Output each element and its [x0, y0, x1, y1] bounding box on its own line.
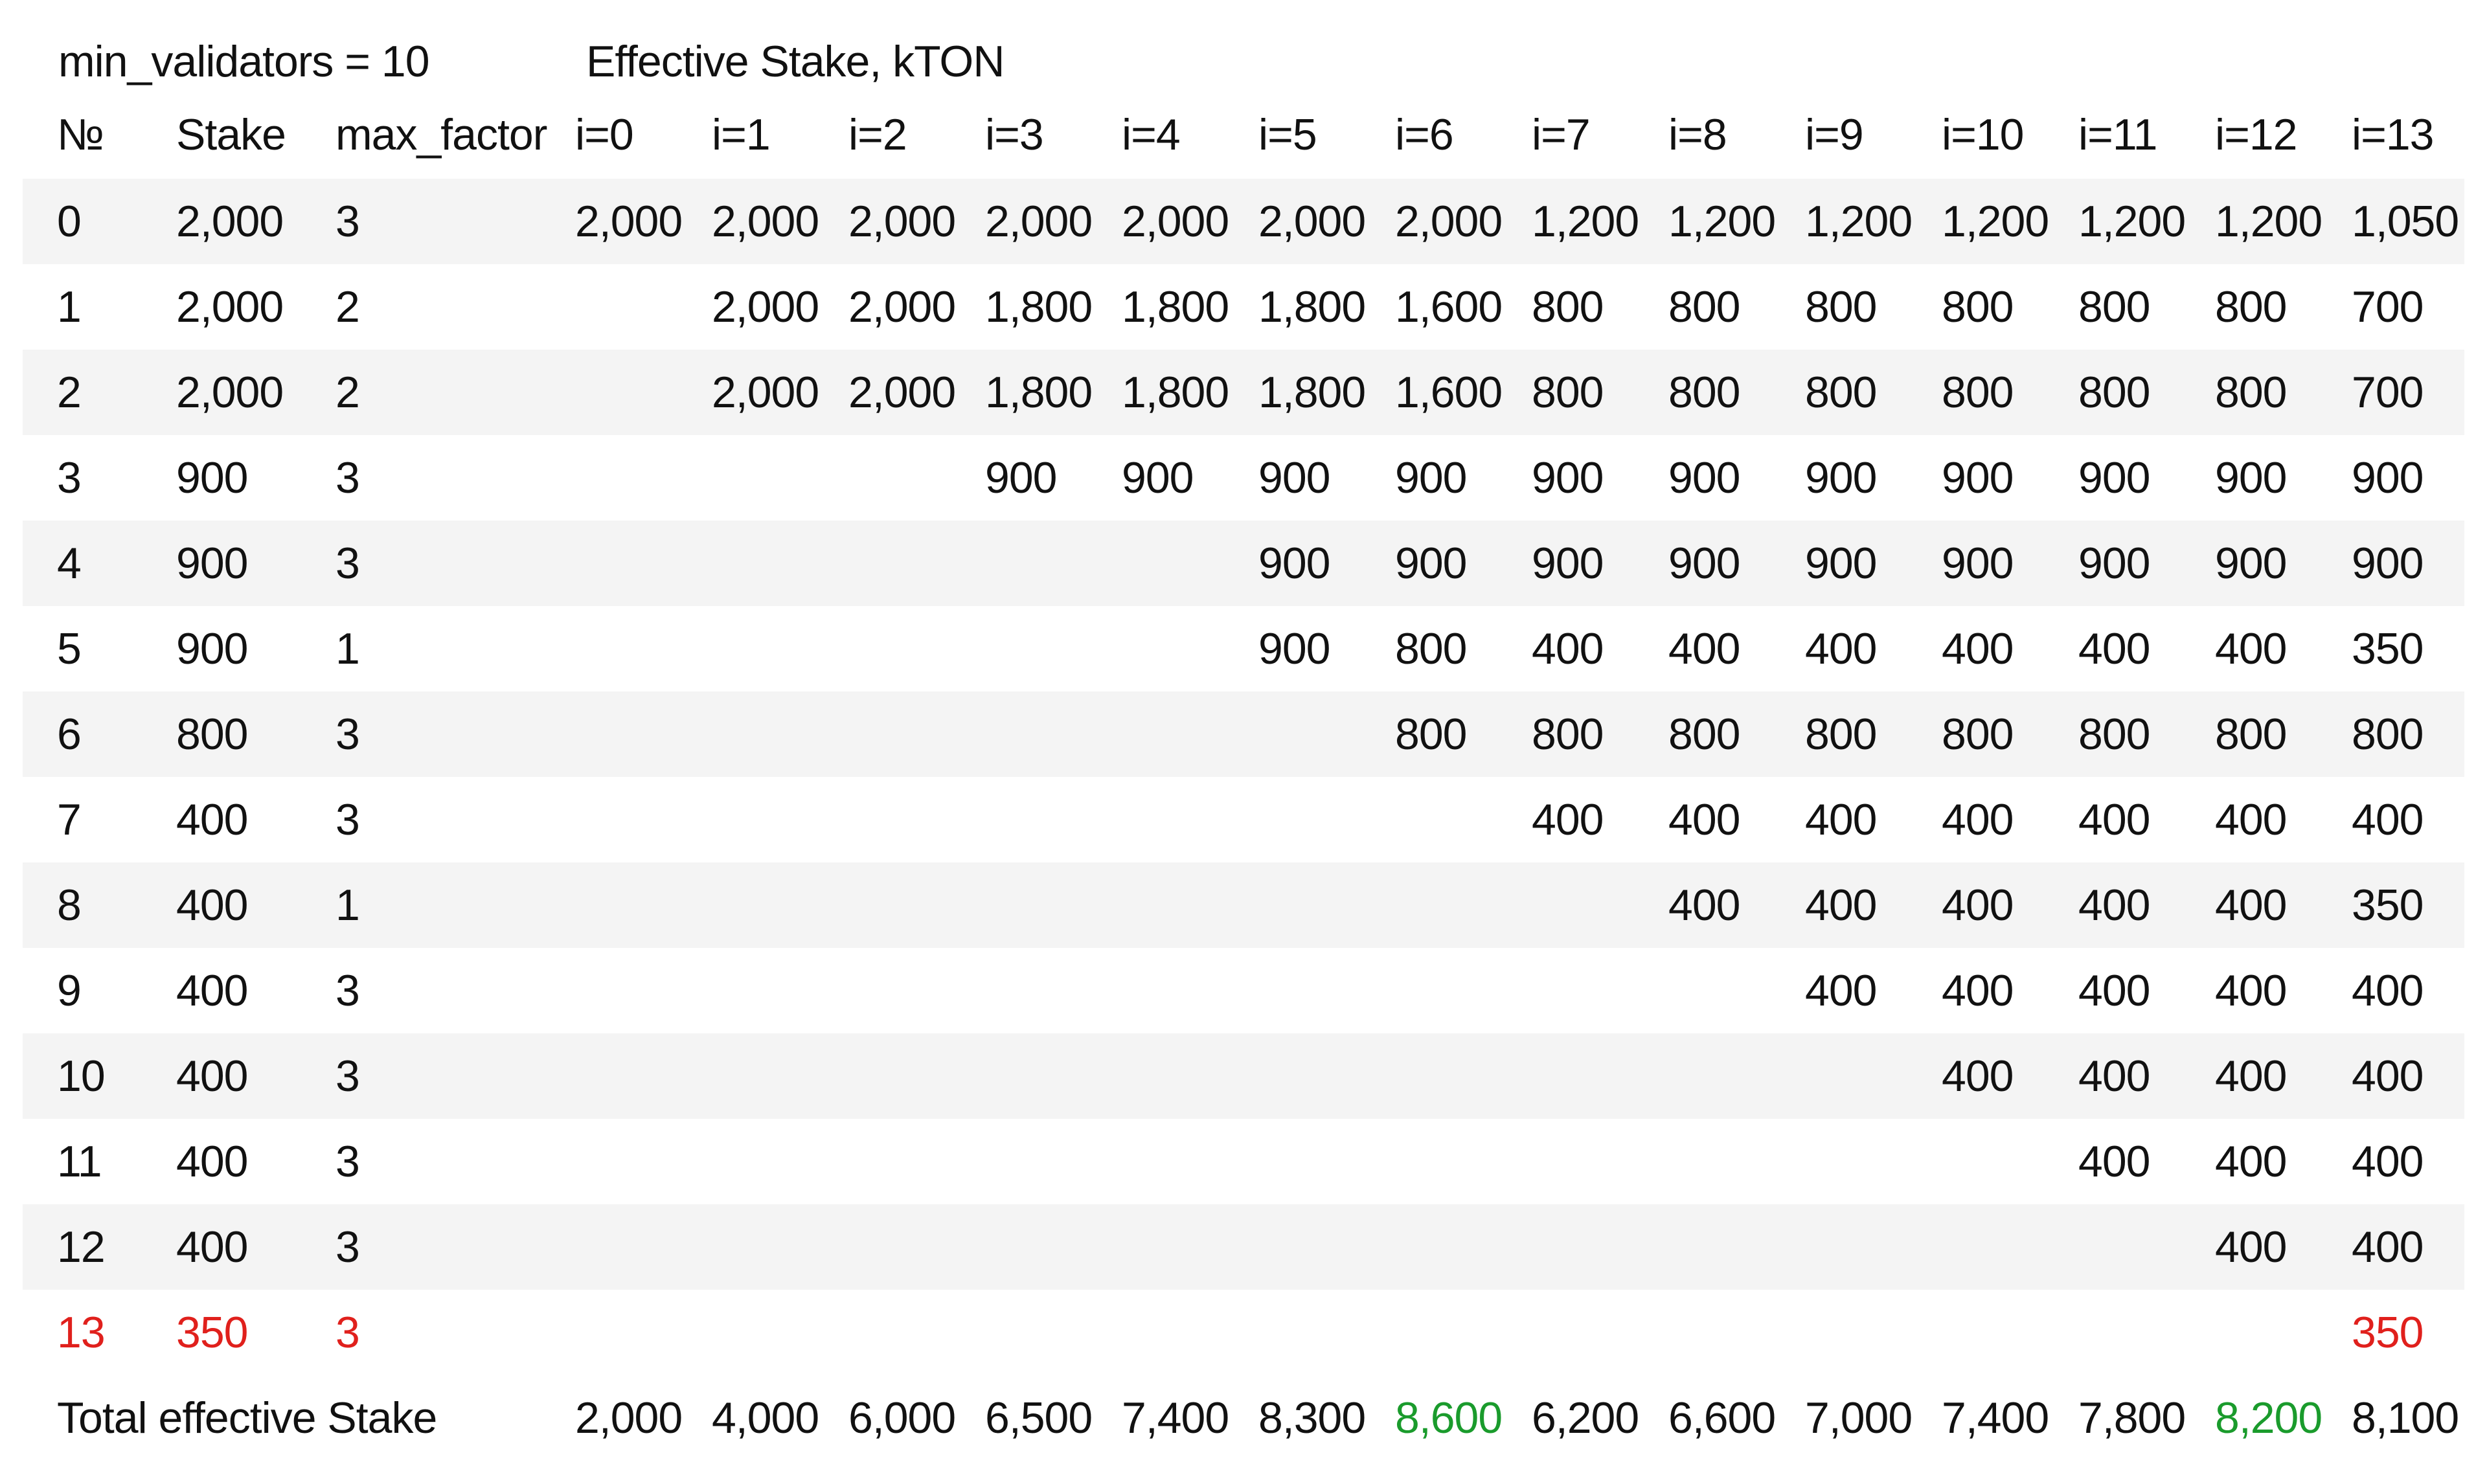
effective-stake-cell: 1,800 [985, 282, 1093, 332]
table-row [23, 521, 2464, 606]
row-stake: 400 [176, 966, 248, 1015]
effective-stake-cell: 400 [2078, 1051, 2150, 1101]
effective-stake-cell: 1,800 [985, 368, 1093, 417]
effective-stake-cell: 700 [2352, 282, 2424, 332]
header-iteration-7: i=7 [1532, 110, 1590, 159]
effective-stake-cell: 900 [2078, 539, 2150, 588]
row-max-factor: 3 [335, 197, 359, 246]
row-number: 12 [57, 1222, 105, 1272]
header-iteration-2: i=2 [848, 110, 907, 159]
effective-stake-cell: 900 [1942, 539, 2014, 588]
total-effective-stake-cell: 6,200 [1532, 1393, 1639, 1443]
row-stake: 400 [176, 1137, 248, 1186]
row-max-factor: 3 [335, 966, 359, 1015]
total-effective-stake-cell: 7,400 [1942, 1393, 2049, 1443]
effective-stake-cell: 900 [1942, 453, 2014, 502]
header-stake: Stake [176, 110, 286, 159]
effective-stake-cell: 400 [2078, 881, 2150, 930]
row-number: 10 [57, 1051, 105, 1101]
table-row [23, 435, 2464, 521]
effective-stake-cell: 800 [2215, 710, 2287, 759]
header-iteration-0: i=0 [575, 110, 633, 159]
total-effective-stake-cell: 4,000 [712, 1393, 819, 1443]
effective-stake-cell: 400 [1668, 795, 1740, 844]
row-stake: 900 [176, 539, 248, 588]
header-iteration-6: i=6 [1395, 110, 1453, 159]
effective-stake-cell: 2,000 [848, 368, 956, 417]
total-effective-stake-cell: 7,400 [1122, 1393, 1229, 1443]
effective-stake-cell: 900 [1258, 624, 1330, 673]
effective-stake-cell: 1,050 [2352, 197, 2459, 246]
effective-stake-cell: 400 [1942, 795, 2014, 844]
effective-stake-cell: 800 [1942, 368, 2014, 417]
effective-stake-cell: 350 [2352, 624, 2424, 673]
row-max-factor: 3 [335, 710, 359, 759]
row-number: 13 [57, 1308, 105, 1357]
effective-stake-cell: 900 [1258, 453, 1330, 502]
row-number: 3 [57, 453, 81, 502]
total-effective-stake-cell: 8,300 [1258, 1393, 1366, 1443]
total-label: Total effective Stake [57, 1393, 437, 1443]
row-stake: 350 [176, 1308, 248, 1357]
row-stake: 800 [176, 710, 248, 759]
effective-stake-cell: 1,200 [1668, 197, 1776, 246]
row-max-factor: 3 [335, 795, 359, 844]
effective-stake-cell: 400 [1805, 966, 1877, 1015]
effective-stake-cell: 800 [1395, 624, 1467, 673]
header-iteration-11: i=11 [2078, 110, 2157, 159]
table-row [23, 1290, 2464, 1375]
effective-stake-cell: 1,600 [1395, 282, 1503, 332]
effective-stake-cell: 900 [1395, 453, 1467, 502]
row-stake: 400 [176, 1051, 248, 1101]
header-iteration-9: i=9 [1805, 110, 1863, 159]
row-number: 2 [57, 368, 81, 417]
effective-stake-cell: 900 [2215, 539, 2287, 588]
effective-stake-cell: 400 [2352, 1222, 2424, 1272]
table-row [23, 264, 2464, 350]
table-row [23, 862, 2464, 948]
effective-stake-cell: 900 [1532, 453, 1604, 502]
effective-stake-cell: 800 [2215, 282, 2287, 332]
effective-stake-cell: 400 [2215, 1051, 2287, 1101]
effective-stake-cell: 800 [1532, 710, 1604, 759]
effective-stake-cell: 1,200 [2215, 197, 2322, 246]
row-number: 4 [57, 539, 81, 588]
effective-stake-cell: 350 [2352, 1308, 2424, 1357]
effective-stake-cell: 900 [1258, 539, 1330, 588]
row-max-factor: 1 [335, 624, 359, 673]
table-row [23, 948, 2464, 1033]
effective-stake-cell: 400 [1942, 624, 2014, 673]
header-no: № [57, 110, 104, 159]
effective-stake-cell: 1,200 [1805, 197, 1913, 246]
row-max-factor: 1 [335, 881, 359, 930]
effective-stake-cell: 1,800 [1122, 282, 1229, 332]
total-effective-stake-cell: 8,200 [2215, 1393, 2322, 1443]
effective-stake-cell: 400 [2215, 1222, 2287, 1272]
total-effective-stake-cell: 2,000 [575, 1393, 683, 1443]
total-effective-stake-cell: 6,500 [985, 1393, 1093, 1443]
effective-stake-cell: 400 [1942, 881, 2014, 930]
row-number: 7 [57, 795, 81, 844]
effective-stake-cell: 2,000 [985, 197, 1093, 246]
effective-stake-cell: 800 [1395, 710, 1467, 759]
header-iteration-3: i=3 [985, 110, 1043, 159]
effective-stake-cell: 2,000 [712, 282, 819, 332]
effective-stake-cell: 800 [1805, 368, 1877, 417]
row-max-factor: 3 [335, 1137, 359, 1186]
row-max-factor: 3 [335, 1308, 359, 1357]
row-number: 0 [57, 197, 81, 246]
effective-stake-cell: 400 [2352, 1137, 2424, 1186]
effective-stake-cell: 800 [1805, 282, 1877, 332]
header-iteration-12: i=12 [2215, 110, 2297, 159]
row-stake: 400 [176, 1222, 248, 1272]
effective-stake-cell: 2,000 [712, 197, 819, 246]
row-max-factor: 3 [335, 1222, 359, 1272]
effective-stake-cell: 400 [2215, 881, 2287, 930]
effective-stake-cell: 800 [2352, 710, 2424, 759]
effective-stake-cell: 900 [1668, 539, 1740, 588]
effective-stake-cell: 800 [1942, 282, 2014, 332]
effective-stake-cell: 400 [1532, 624, 1604, 673]
effective-stake-cell: 800 [1942, 710, 2014, 759]
effective-stake-cell: 800 [1668, 368, 1740, 417]
table-row [23, 179, 2464, 264]
effective-stake-cell: 400 [2352, 795, 2424, 844]
effective-stake-cell: 900 [2078, 453, 2150, 502]
header-row [23, 92, 2464, 177]
total-effective-stake-cell: 7,000 [1805, 1393, 1913, 1443]
effective-stake-cell: 400 [1668, 624, 1740, 673]
header-iteration-13: i=13 [2352, 110, 2434, 159]
total-effective-stake-cell: 6,600 [1668, 1393, 1776, 1443]
effective-stake-cell: 400 [2352, 1051, 2424, 1101]
row-number: 5 [57, 624, 81, 673]
effective-stake-cell: 400 [1942, 1051, 2014, 1101]
effective-stake-cell: 800 [1532, 368, 1604, 417]
effective-stake-cell: 800 [1532, 282, 1604, 332]
effective-stake-cell: 400 [2352, 966, 2424, 1015]
effective-stake-cell: 1,800 [1258, 282, 1366, 332]
min-validators-label: min_validators = 10 [58, 37, 429, 86]
table-row [23, 1119, 2464, 1204]
row-number: 9 [57, 966, 81, 1015]
row-max-factor: 3 [335, 453, 359, 502]
header-max-factor: max_factor [335, 110, 547, 159]
row-stake: 2,000 [176, 197, 284, 246]
effective-stake-cell: 900 [1668, 453, 1740, 502]
effective-stake-cell: 900 [1805, 453, 1877, 502]
header-iteration-1: i=1 [712, 110, 770, 159]
effective-stake-cell: 800 [1668, 282, 1740, 332]
effective-stake-cell: 800 [2078, 282, 2150, 332]
effective-stake-cell: 400 [2078, 1137, 2150, 1186]
effective-stake-cell: 400 [1668, 881, 1740, 930]
effective-stake-cell: 400 [1805, 881, 1877, 930]
effective-stake-cell: 2,000 [848, 197, 956, 246]
header-iteration-4: i=4 [1122, 110, 1180, 159]
effective-stake-cell: 900 [2352, 453, 2424, 502]
effective-stake-cell: 400 [1805, 624, 1877, 673]
effective-stake-cell: 400 [2215, 1137, 2287, 1186]
row-max-factor: 3 [335, 1051, 359, 1101]
row-stake: 400 [176, 881, 248, 930]
effective-stake-cell: 800 [2078, 368, 2150, 417]
effective-stake-cell: 1,600 [1395, 368, 1503, 417]
header-iteration-8: i=8 [1668, 110, 1727, 159]
header-iteration-10: i=10 [1942, 110, 2024, 159]
row-number: 11 [57, 1137, 102, 1186]
effective-stake-cell: 400 [2078, 795, 2150, 844]
row-stake: 900 [176, 624, 248, 673]
effective-stake-cell: 400 [2215, 795, 2287, 844]
row-stake: 900 [176, 453, 248, 502]
table-row [23, 606, 2464, 691]
effective-stake-cell: 400 [2215, 624, 2287, 673]
total-effective-stake-cell: 8,600 [1395, 1393, 1503, 1443]
effective-stake-cell: 2,000 [1395, 197, 1503, 246]
effective-stake-cell: 2,000 [712, 368, 819, 417]
table-row [23, 777, 2464, 862]
total-effective-stake-cell: 8,100 [2352, 1393, 2459, 1443]
effective-stake-cell: 900 [1122, 453, 1194, 502]
effective-stake-cell: 900 [985, 453, 1057, 502]
effective-stake-cell: 350 [2352, 881, 2424, 930]
table-title: Effective Stake, kTON [586, 37, 1005, 86]
row-number: 1 [57, 282, 81, 332]
effective-stake-cell: 800 [1805, 710, 1877, 759]
effective-stake-cell: 900 [2215, 453, 2287, 502]
row-max-factor: 2 [335, 368, 359, 417]
effective-stake-cell: 1,800 [1122, 368, 1229, 417]
total-row [23, 1375, 2464, 1461]
effective-stake-cell: 2,000 [848, 282, 956, 332]
effective-stake-cell: 1,800 [1258, 368, 1366, 417]
row-stake: 2,000 [176, 282, 284, 332]
effective-stake-cell: 800 [2215, 368, 2287, 417]
header-iteration-5: i=5 [1258, 110, 1317, 159]
effective-stake-cell: 900 [2352, 539, 2424, 588]
total-effective-stake-cell: 6,000 [848, 1393, 956, 1443]
effective-stake-cell: 2,000 [1122, 197, 1229, 246]
effective-stake-cell: 900 [1805, 539, 1877, 588]
effective-stake-cell: 400 [2078, 624, 2150, 673]
table-row [23, 1204, 2464, 1290]
effective-stake-cell: 800 [1668, 710, 1740, 759]
effective-stake-cell: 400 [1805, 795, 1877, 844]
effective-stake-cell: 2,000 [575, 197, 683, 246]
effective-stake-cell: 1,200 [1942, 197, 2049, 246]
total-effective-stake-cell: 7,800 [2078, 1393, 2186, 1443]
effective-stake-cell: 400 [2215, 966, 2287, 1015]
row-stake: 400 [176, 795, 248, 844]
effective-stake-cell: 900 [1532, 539, 1604, 588]
row-number: 8 [57, 881, 81, 930]
effective-stake-cell: 400 [1942, 966, 2014, 1015]
table-row [23, 350, 2464, 435]
row-stake: 2,000 [176, 368, 284, 417]
table-row [23, 1033, 2464, 1119]
effective-stake-cell: 800 [2078, 710, 2150, 759]
effective-stake-cell: 1,200 [1532, 197, 1639, 246]
effective-stake-cell: 2,000 [1258, 197, 1366, 246]
effective-stake-cell: 1,200 [2078, 197, 2186, 246]
table-row [23, 691, 2464, 777]
row-number: 6 [57, 710, 81, 759]
effective-stake-cell: 900 [1395, 539, 1467, 588]
row-max-factor: 2 [335, 282, 359, 332]
effective-stake-cell: 400 [2078, 966, 2150, 1015]
row-max-factor: 3 [335, 539, 359, 588]
effective-stake-cell: 400 [1532, 795, 1604, 844]
effective-stake-cell: 700 [2352, 368, 2424, 417]
